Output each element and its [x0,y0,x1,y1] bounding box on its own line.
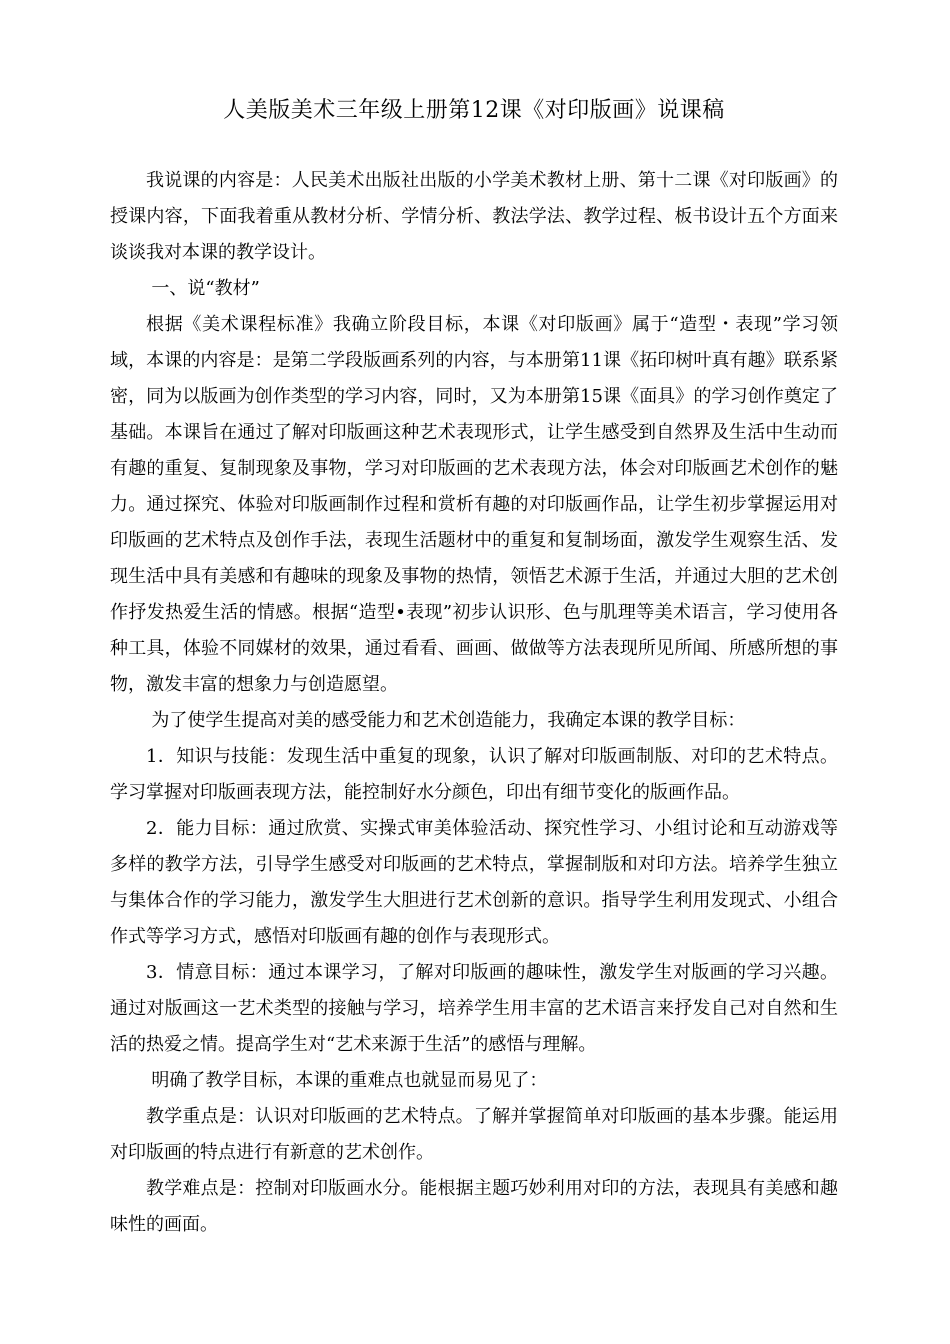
paragraph-intro: 我说课的内容是：人民美术出版社出版的小学美术教材上册、第十二课《对印版画》的授课内容，下面我着重从教材分析、学情分析、教法学法、教学过程、板书设计五个方面来谈谈我对本课的教学设计。 [110,170,838,263]
document-title: 人美版美术三年级上册第12课《对印版画》说课稿 [223,98,725,123]
paragraph-objective-emotion: 3．情意目标：通过本课学习，了解对印版画的趣味性，激发学生对版画的学习兴趣。通过对版画这一艺术类型的接触与学习，培养学生用丰富的艺术语言来抒发自己对自然和生活的热爱之情。提高学生对“艺术来源于生活”的感悟与理解。 [110,962,838,1055]
paragraph-key-point: 教学重点是：认识对印版画的艺术特点。了解并掌握简单对印版画的基本步骤。能运用对印版画的特点进行有新意的艺术创作。 [110,1106,838,1163]
paragraph-objectives-lead: 为了使学生提高对美的感受能力和艺术创造能力，我确定本课的教学目标： [151,710,746,731]
paragraph-objective-knowledge: 1．知识与技能：发现生活中重复的现象，认识了解对印版画制版、对印的艺术特点。学习掌握对印版画表现方法，能控制好水分颜色，印出有细节变化的版画作品。 [110,746,838,803]
paragraph-difficult-point: 教学难点是：控制对印版画水分。能根据主题巧妙利用对印的方法，表现具有美感和趣味性的画面。 [110,1178,838,1235]
section-heading-textbook: 一、说“教材” [151,278,260,299]
document-body [110,163,838,1243]
paragraph-key-points-lead: 明确了教学目标，本课的重难点也就显而易见了： [151,1070,548,1091]
paragraph-objective-ability: 2．能力目标：通过欣赏、实操式审美体验活动、探究性学习、小组讨论和互动游戏等多样的教学方法，引导学生感受对印版画的艺术特点，掌握制版和对印方法。培养学生独立与集体合作的学习能力，激发学生大胆进行艺术创新的意识。指导学生利用发现式、小组合作式等学习方式，感悟对印版画有趣的创作与表现形式。 [110,818,838,947]
paragraph-textbook-analysis: 根据《美术课程标准》我确立阶段目标，本课《对印版画》属于“造型・表现”学习领域，本课的内容是：是第二学段版画系列的内容，与本册第11课《拓印树叶真有趣》联系紧密，同为以版画为创作类型的学习内容，同时，又为本册第15课《面具》的学习创作奠定了基础。本课旨在通过了解对印版画这种艺术表现形式，让学生感受到自然界及生活中生动而有趣的重复、复制现象及事物，学习对印版画的艺术表现方法，体会对印版画艺术创作的魅力。通过探究、体验对印版画制作过程和赏析有趣的对印版画作品，让学生初步掌握运用对印版画的艺术特点及创作手法，表现生活题材中的重复和复制场面，激发学生观察生活、发现生活中具有美感和有趣味的现象及事物的热情，领悟艺术源于生活，并通过大胆的艺术创作抒发热爱生活的情感。根据“造型•表现”初步认识形、色与肌理等美术语言，学习使用各种工具，体验不同媒材的效果，通过看看、画画、做做等方法表现所见所闻、所感所想的事物，激发丰富的想象力与创造愿望。 [110,314,838,695]
